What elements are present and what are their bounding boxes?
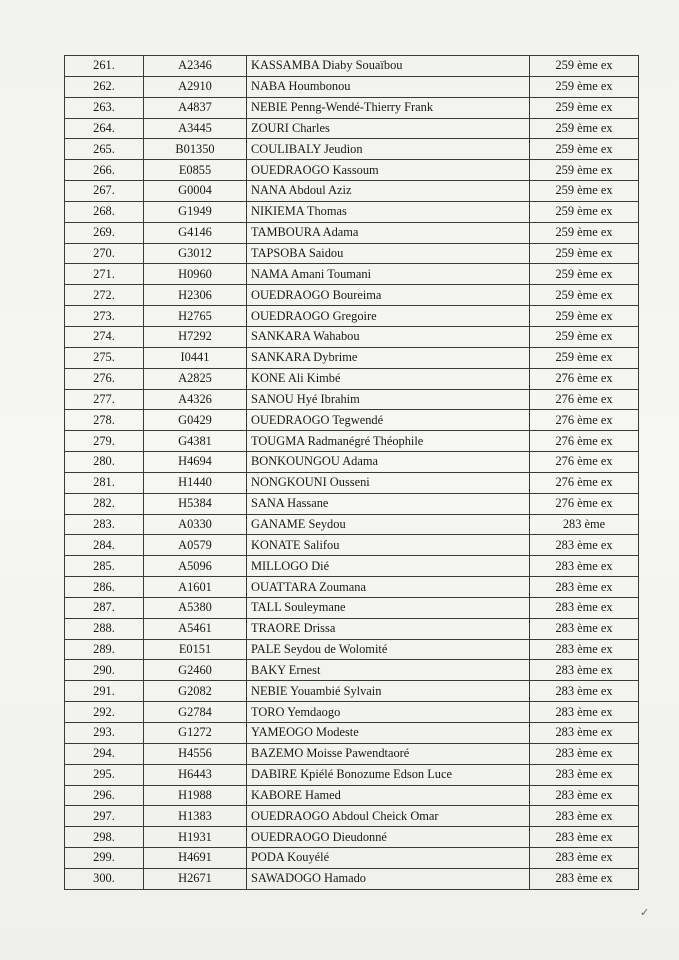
rank-cell: 274. xyxy=(65,326,144,347)
code-cell: H1931 xyxy=(144,827,247,848)
place-cell: 259 ème ex xyxy=(530,139,639,160)
rank-cell: 273. xyxy=(65,306,144,327)
code-cell: G0004 xyxy=(144,181,247,202)
place-cell: 283 ème ex xyxy=(530,723,639,744)
place-cell: 276 ème ex xyxy=(530,452,639,473)
table-row xyxy=(65,785,639,806)
table-row xyxy=(65,493,639,514)
name-cell: PALE Seydou de Wolomité xyxy=(247,639,530,660)
name-cell: NANA Abdoul Aziz xyxy=(247,181,530,202)
name-cell: BAZEMO Moisse Pawendtaoré xyxy=(247,743,530,764)
table-row xyxy=(65,764,639,785)
table-row xyxy=(65,285,639,306)
code-cell: A2825 xyxy=(144,368,247,389)
place-cell: 283 ème ex xyxy=(530,702,639,723)
table-row xyxy=(65,139,639,160)
code-cell: G2784 xyxy=(144,702,247,723)
code-cell: G2082 xyxy=(144,681,247,702)
table-row xyxy=(65,181,639,202)
table-row xyxy=(65,326,639,347)
code-cell: H5384 xyxy=(144,493,247,514)
place-cell: 259 ème ex xyxy=(530,118,639,139)
table-row xyxy=(65,306,639,327)
name-cell: TAMBOURA Adama xyxy=(247,222,530,243)
rank-cell: 296. xyxy=(65,785,144,806)
place-cell: 259 ème ex xyxy=(530,160,639,181)
rank-cell: 299. xyxy=(65,848,144,869)
table-row xyxy=(65,743,639,764)
code-cell: A2910 xyxy=(144,76,247,97)
place-cell: 259 ème ex xyxy=(530,306,639,327)
table-row xyxy=(65,535,639,556)
code-cell: A0330 xyxy=(144,514,247,535)
table-row xyxy=(65,431,639,452)
table-row xyxy=(65,702,639,723)
rank-cell: 267. xyxy=(65,181,144,202)
name-cell: NAMA Amani Toumani xyxy=(247,264,530,285)
rank-cell: 266. xyxy=(65,160,144,181)
rank-cell: 294. xyxy=(65,743,144,764)
code-cell: G4146 xyxy=(144,222,247,243)
rank-cell: 289. xyxy=(65,639,144,660)
table-row xyxy=(65,723,639,744)
rank-cell: 261. xyxy=(65,56,144,77)
place-cell: 276 ème ex xyxy=(530,431,639,452)
place-cell: 283 ème xyxy=(530,514,639,535)
place-cell: 283 ème ex xyxy=(530,618,639,639)
code-cell: H4556 xyxy=(144,743,247,764)
code-cell: H1988 xyxy=(144,785,247,806)
name-cell: COULIBALY Jeudion xyxy=(247,139,530,160)
rank-cell: 295. xyxy=(65,764,144,785)
code-cell: H6443 xyxy=(144,764,247,785)
place-cell: 276 ème ex xyxy=(530,472,639,493)
code-cell: A4326 xyxy=(144,389,247,410)
code-cell: H2306 xyxy=(144,285,247,306)
code-cell: A3445 xyxy=(144,118,247,139)
rank-cell: 285. xyxy=(65,556,144,577)
name-cell: NEBIE Youambié Sylvain xyxy=(247,681,530,702)
table-row xyxy=(65,827,639,848)
name-cell: TALL Souleymane xyxy=(247,597,530,618)
table-row xyxy=(65,514,639,535)
place-cell: 283 ème ex xyxy=(530,764,639,785)
code-cell: H1440 xyxy=(144,472,247,493)
rank-cell: 276. xyxy=(65,368,144,389)
name-cell: TOUGMA Radmanégré Théophile xyxy=(247,431,530,452)
place-cell: 283 ème ex xyxy=(530,577,639,598)
code-cell: H2671 xyxy=(144,868,247,889)
rank-cell: 279. xyxy=(65,431,144,452)
rank-cell: 284. xyxy=(65,535,144,556)
rank-cell: 275. xyxy=(65,347,144,368)
table-row xyxy=(65,597,639,618)
table-row xyxy=(65,347,639,368)
code-cell: A4837 xyxy=(144,97,247,118)
place-cell: 283 ème ex xyxy=(530,806,639,827)
place-cell: 283 ème ex xyxy=(530,556,639,577)
place-cell: 283 ème ex xyxy=(530,597,639,618)
table-row xyxy=(65,472,639,493)
table-row xyxy=(65,243,639,264)
place-cell: 283 ème ex xyxy=(530,743,639,764)
rank-cell: 271. xyxy=(65,264,144,285)
place-cell: 283 ème ex xyxy=(530,827,639,848)
place-cell: 259 ème ex xyxy=(530,76,639,97)
place-cell: 259 ème ex xyxy=(530,222,639,243)
place-cell: 276 ème ex xyxy=(530,368,639,389)
table-row xyxy=(65,868,639,889)
page-corner-mark: ✓ xyxy=(640,906,650,919)
code-cell: A1601 xyxy=(144,577,247,598)
code-cell: E0151 xyxy=(144,639,247,660)
rank-cell: 281. xyxy=(65,472,144,493)
rank-cell: 268. xyxy=(65,201,144,222)
code-cell: A0579 xyxy=(144,535,247,556)
name-cell: OUEDRAOGO Abdoul Cheick Omar xyxy=(247,806,530,827)
rank-cell: 277. xyxy=(65,389,144,410)
code-cell: H4691 xyxy=(144,848,247,869)
rank-cell: 286. xyxy=(65,577,144,598)
table-row xyxy=(65,201,639,222)
name-cell: BAKY Ernest xyxy=(247,660,530,681)
rank-cell: 283. xyxy=(65,514,144,535)
table-row xyxy=(65,639,639,660)
table-row xyxy=(65,264,639,285)
place-cell: 283 ème ex xyxy=(530,660,639,681)
name-cell: NIKIEMA Thomas xyxy=(247,201,530,222)
table-row xyxy=(65,160,639,181)
rank-cell: 272. xyxy=(65,285,144,306)
rank-cell: 293. xyxy=(65,723,144,744)
table-row xyxy=(65,368,639,389)
code-cell: G0429 xyxy=(144,410,247,431)
name-cell: TORO Yemdaogo xyxy=(247,702,530,723)
name-cell: TRAORE Drissa xyxy=(247,618,530,639)
name-cell: OUATTARA Zoumana xyxy=(247,577,530,598)
name-cell: KASSAMBA Diaby Souaïbou xyxy=(247,56,530,77)
table-row xyxy=(65,76,639,97)
results-table-body xyxy=(65,56,639,890)
rank-cell: 262. xyxy=(65,76,144,97)
results-table xyxy=(64,55,639,890)
name-cell: NABA Houmbonou xyxy=(247,76,530,97)
code-cell: A2346 xyxy=(144,56,247,77)
place-cell: 283 ème ex xyxy=(530,848,639,869)
name-cell: OUEDRAOGO Kassoum xyxy=(247,160,530,181)
name-cell: SAWADOGO Hamado xyxy=(247,868,530,889)
name-cell: DABIRE Kpiélé Bonozume Edson Luce xyxy=(247,764,530,785)
table-row xyxy=(65,389,639,410)
code-cell: G3012 xyxy=(144,243,247,264)
code-cell: G1949 xyxy=(144,201,247,222)
table-row xyxy=(65,618,639,639)
place-cell: 259 ème ex xyxy=(530,56,639,77)
name-cell: SANOU Hyé Ibrahim xyxy=(247,389,530,410)
table-row xyxy=(65,681,639,702)
rank-cell: 269. xyxy=(65,222,144,243)
name-cell: NEBIE Penng-Wendé-Thierry Frank xyxy=(247,97,530,118)
place-cell: 259 ème ex xyxy=(530,264,639,285)
code-cell: E0855 xyxy=(144,160,247,181)
rank-cell: 298. xyxy=(65,827,144,848)
code-cell: H0960 xyxy=(144,264,247,285)
place-cell: 276 ème ex xyxy=(530,410,639,431)
name-cell: OUEDRAOGO Gregoire xyxy=(247,306,530,327)
table-row xyxy=(65,660,639,681)
name-cell: ZOURI Charles xyxy=(247,118,530,139)
rank-cell: 290. xyxy=(65,660,144,681)
code-cell: H1383 xyxy=(144,806,247,827)
table-row xyxy=(65,806,639,827)
place-cell: 259 ème ex xyxy=(530,326,639,347)
place-cell: 283 ème ex xyxy=(530,681,639,702)
rank-cell: 300. xyxy=(65,868,144,889)
rank-cell: 282. xyxy=(65,493,144,514)
name-cell: OUEDRAOGO Dieudonné xyxy=(247,827,530,848)
name-cell: SANKARA Wahabou xyxy=(247,326,530,347)
table-row xyxy=(65,410,639,431)
name-cell: BONKOUNGOU Adama xyxy=(247,452,530,473)
place-cell: 276 ème ex xyxy=(530,389,639,410)
name-cell: TAPSOBA Saidou xyxy=(247,243,530,264)
rank-cell: 288. xyxy=(65,618,144,639)
table-row xyxy=(65,452,639,473)
place-cell: 259 ème ex xyxy=(530,201,639,222)
rank-cell: 264. xyxy=(65,118,144,139)
code-cell: H7292 xyxy=(144,326,247,347)
table-row xyxy=(65,118,639,139)
code-cell: G2460 xyxy=(144,660,247,681)
place-cell: 283 ème ex xyxy=(530,868,639,889)
code-cell: H2765 xyxy=(144,306,247,327)
rank-cell: 280. xyxy=(65,452,144,473)
table-row xyxy=(65,556,639,577)
code-cell: G4381 xyxy=(144,431,247,452)
name-cell: GANAME Seydou xyxy=(247,514,530,535)
name-cell: OUEDRAOGO Tegwendé xyxy=(247,410,530,431)
name-cell: OUEDRAOGO Boureima xyxy=(247,285,530,306)
name-cell: KONATE Salifou xyxy=(247,535,530,556)
place-cell: 259 ème ex xyxy=(530,97,639,118)
name-cell: SANKARA Dybrime xyxy=(247,347,530,368)
place-cell: 259 ème ex xyxy=(530,243,639,264)
place-cell: 283 ème ex xyxy=(530,639,639,660)
table-row xyxy=(65,56,639,77)
code-cell: A5380 xyxy=(144,597,247,618)
table-row xyxy=(65,222,639,243)
name-cell: KONE Ali Kimbé xyxy=(247,368,530,389)
code-cell: B01350 xyxy=(144,139,247,160)
place-cell: 259 ème ex xyxy=(530,347,639,368)
place-cell: 283 ème ex xyxy=(530,535,639,556)
name-cell: PODA Kouyélé xyxy=(247,848,530,869)
place-cell: 259 ème ex xyxy=(530,285,639,306)
code-cell: G1272 xyxy=(144,723,247,744)
rank-cell: 287. xyxy=(65,597,144,618)
rank-cell: 297. xyxy=(65,806,144,827)
rank-cell: 291. xyxy=(65,681,144,702)
rank-cell: 270. xyxy=(65,243,144,264)
place-cell: 276 ème ex xyxy=(530,493,639,514)
name-cell: SANA Hassane xyxy=(247,493,530,514)
table-row xyxy=(65,848,639,869)
name-cell: YAMEOGO Modeste xyxy=(247,723,530,744)
table-row xyxy=(65,577,639,598)
table-row xyxy=(65,97,639,118)
code-cell: I0441 xyxy=(144,347,247,368)
code-cell: H4694 xyxy=(144,452,247,473)
name-cell: KABORE Hamed xyxy=(247,785,530,806)
rank-cell: 292. xyxy=(65,702,144,723)
place-cell: 259 ème ex xyxy=(530,181,639,202)
name-cell: NONGKOUNI Ousseni xyxy=(247,472,530,493)
rank-cell: 263. xyxy=(65,97,144,118)
rank-cell: 278. xyxy=(65,410,144,431)
code-cell: A5461 xyxy=(144,618,247,639)
name-cell: MILLOGO Dié xyxy=(247,556,530,577)
rank-cell: 265. xyxy=(65,139,144,160)
place-cell: 283 ème ex xyxy=(530,785,639,806)
code-cell: A5096 xyxy=(144,556,247,577)
